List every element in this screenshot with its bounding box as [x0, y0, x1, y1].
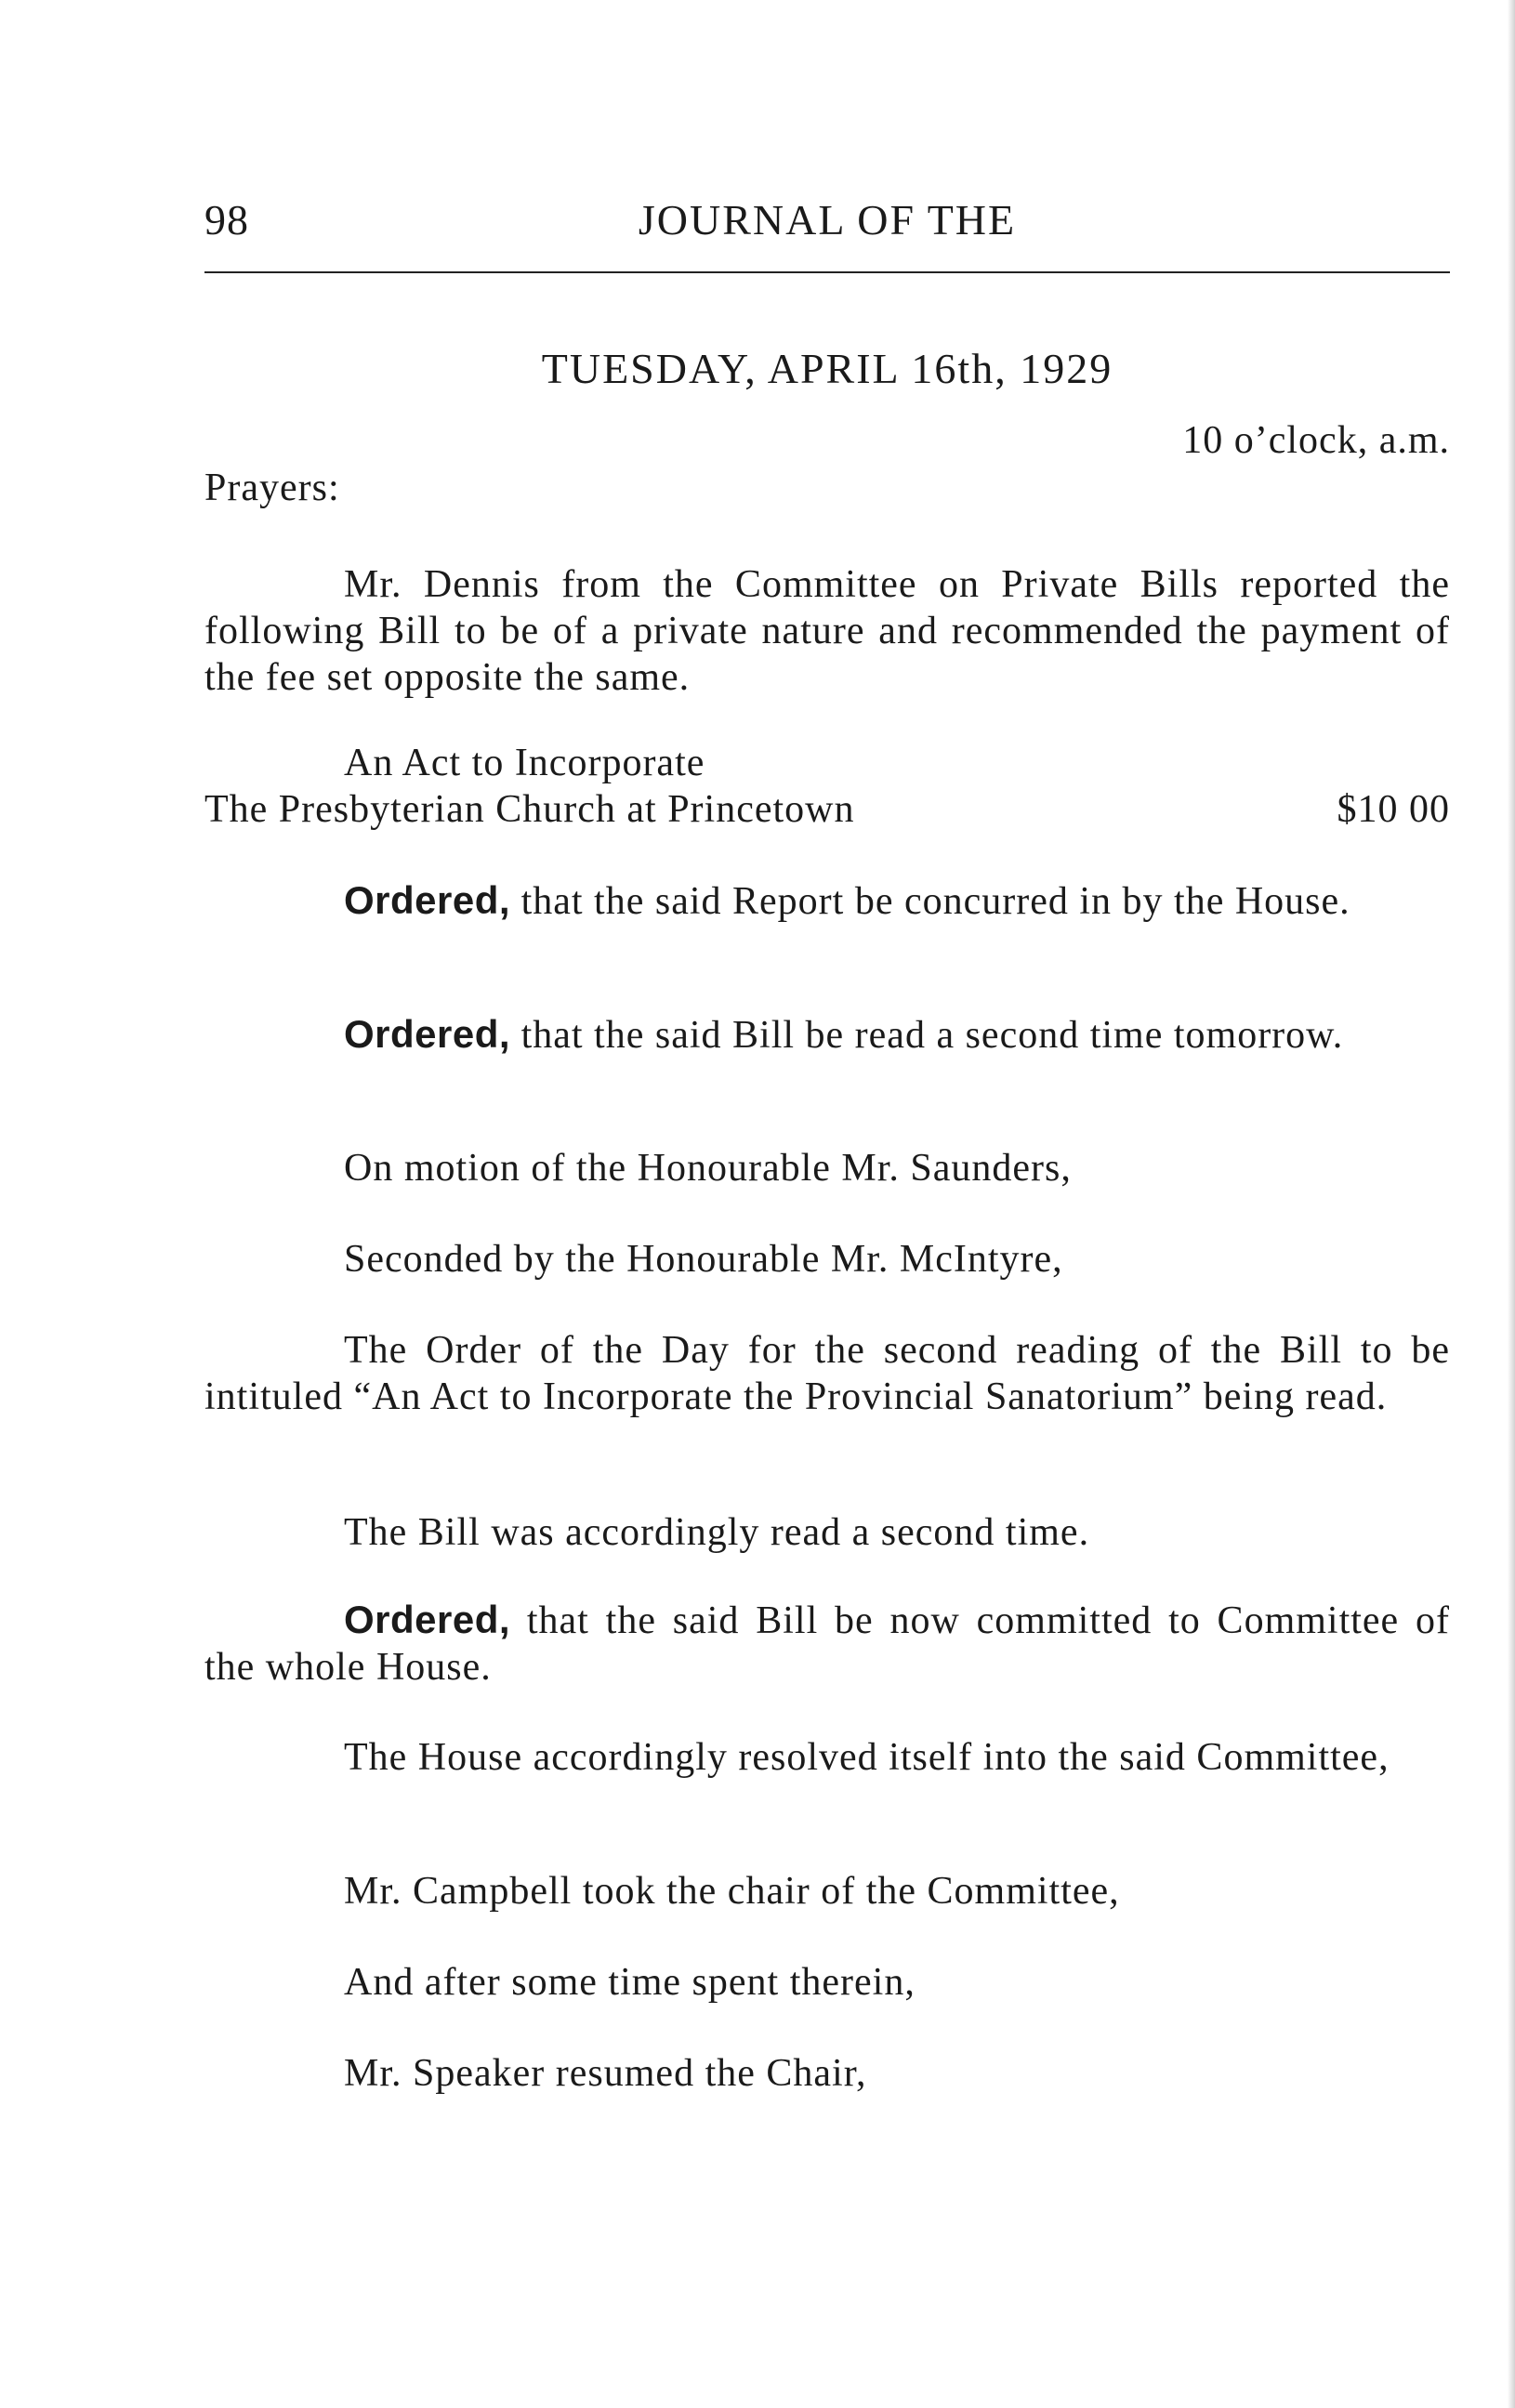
campbell-line: Mr. Campbell took the chair of the Committee,: [344, 1870, 1120, 1913]
ordered-label: Ordered,: [344, 878, 511, 922]
time-spent-line: And after some time spent therein,: [344, 1961, 916, 2004]
seconded-line: Seconded by the Honourable Mr. McIntyre,: [344, 1238, 1063, 1281]
page-number: 98: [204, 196, 249, 243]
resolved-paragraph: The House accordingly resolved itself into the said Committee,: [344, 1736, 1390, 1779]
ordered-committee-paragraph: [204, 1597, 1450, 1691]
ordered-second-reading-paragraph: [204, 1011, 1450, 1059]
ordered-second-reading-text: that the said Bill be read a second time tomorrow.: [510, 1014, 1344, 1057]
committee-report-paragraph: Mr. Dennis from the Committee on Private Bills reported the following Bill to be of a private nature and recommended the payment of the fee set opposite the same.: [204, 563, 1450, 699]
ordered-report-text: that the said Report be concurred in by the House.: [510, 880, 1350, 923]
speaker-line: Mr. Speaker resumed the Chair,: [344, 2052, 867, 2095]
bill-title-line-1: An Act to Incorporate: [344, 742, 705, 784]
second-reading-line: The Bill was accordingly read a second time.: [344, 1511, 1090, 1554]
page-edge-shadow: [1508, 0, 1515, 2408]
ordered-committee-text: that the said Bill be now committed to Committee of the whole House.: [204, 1599, 1450, 1689]
ordered-label: Ordered,: [344, 1012, 511, 1056]
bill-row: [204, 786, 1450, 833]
running-head: JOURNAL OF THE: [638, 196, 1017, 243]
ordered-report-paragraph: [204, 877, 1450, 925]
bill-fee: $10 00: [1337, 788, 1450, 831]
motion-line: On motion of the Honourable Mr. Saunders,: [344, 1147, 1072, 1190]
sitting-time: 10 o’clock, a.m.: [1182, 419, 1450, 462]
ordered-label: Ordered,: [344, 1598, 511, 1641]
page-header: [204, 195, 1450, 270]
prayers-label: Prayers:: [204, 467, 340, 509]
order-of-day-paragraph: The Order of the Day for the second reading of the Bill to be intituled “An Act to Incorporate the Provincial Sanatorium” being read.: [204, 1329, 1450, 1418]
date-heading: TUESDAY, APRIL 16th, 1929: [541, 345, 1113, 392]
bill-title-line-2: The Presbyterian Church at Princetown: [204, 788, 855, 831]
header-rule: [204, 271, 1450, 273]
